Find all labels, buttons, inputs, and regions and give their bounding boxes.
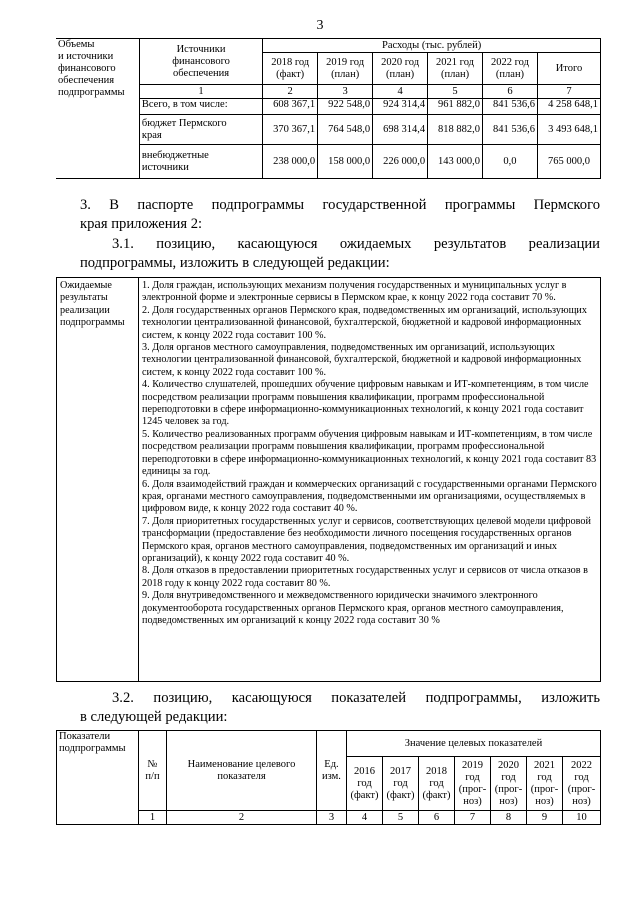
amount-cell: 924 314,4: [373, 99, 428, 115]
column-number: 5: [383, 811, 419, 825]
column-number: 4: [373, 85, 428, 99]
year-header: 2020 год (план): [373, 53, 428, 85]
paragraph-3-2-line1: 3.2. позицию, касающуюся показателей подпрограммы, изложить: [112, 690, 600, 706]
year-header: 2018 год (факт): [263, 53, 318, 85]
paragraph-3-line2: края приложения 2:: [80, 216, 203, 232]
year-header: 2019 год (прог- ноз): [455, 757, 491, 811]
results-label: Ожидаемые результаты реализации подпрограммы: [57, 278, 139, 682]
column-number: 1: [139, 811, 167, 825]
paragraph-3-2-line2: в следующей редакции:: [80, 709, 228, 725]
indicators-label: Показатели подпрограммы: [57, 731, 139, 825]
amount-cell: 3 493 648,1: [537, 115, 600, 145]
year-header: 2022 год (прог- ноз): [563, 757, 601, 811]
column-number: 2: [263, 85, 318, 99]
year-header: 2022 год (план): [483, 53, 538, 85]
source-label: внебюджетные источники: [139, 145, 262, 179]
amount-cell: 158 000,0: [318, 145, 373, 179]
amount-cell: 370 367,1: [263, 115, 318, 145]
column-number: 7: [455, 811, 491, 825]
column-number: 6: [483, 85, 538, 99]
list-item: 1. Доля граждан, использующих механизм получения государственных и муниципальных услуг в электронной форме и электронные сервисы в Пермском крае, к концу 2022 года составит 70 %.: [142, 280, 567, 304]
column-number: 9: [527, 811, 563, 825]
unit-header: Ед. изм.: [317, 731, 347, 811]
amount-cell: 238 000,0: [263, 145, 318, 179]
list-item: 7. Доля приоритетных государственных услуг и сервисов, соответствующих целевой модели цифровой трансформации (предоставление без необходимости личного посещения государственных органов Пермского края, органов местного самоуправления, подведомственных им организаций и иных организаций), к концу 2022 года составит 40 %.: [142, 515, 591, 564]
column-number: 4: [347, 811, 383, 825]
year-header: 2018 год (факт): [419, 757, 455, 811]
column-number: 3: [317, 811, 347, 825]
column-number: 6: [419, 811, 455, 825]
source-label: Всего, в том числе:: [139, 99, 262, 115]
expected-results-table: [56, 277, 601, 682]
year-header: 2021 год (прог- ноз): [527, 757, 563, 811]
year-header: 2017 год (факт): [383, 757, 419, 811]
year-header: 2019 год (план): [318, 53, 373, 85]
paragraph-3-1-line1: 3.1. позицию, касающуюся ожидаемых результатов реализации: [112, 236, 600, 252]
amount-cell: 841 536,6: [483, 99, 538, 115]
list-item: 9. Доля внутриведомственного и межведомственного юридически значимого электронного документооборота государственных органов Пермского края, органов местного самоуправления, подведомственных им организаций к концу 2022 года составит 30 %: [142, 590, 564, 626]
sources-header: Источники финансового обеспечения: [139, 39, 262, 85]
amount-cell: 0,0: [483, 145, 538, 179]
results-content: [139, 278, 601, 682]
paragraph-3-1-line2: подпрограммы, изложить в следующей редакции:: [80, 255, 390, 271]
amount-cell: 922 548,0: [318, 99, 373, 115]
year-header: 2020 год (прог- ноз): [491, 757, 527, 811]
list-item: 3. Доля органов местного самоуправления, подведомственных им организаций, использующих технологии централизованной финансовой, бухгалтерской, бюджетной и кадровой информационных систем, к концу 2022 года составит 100 %.: [142, 342, 582, 378]
list-item: 5. Количество реализованных программ обучения цифровым навыкам и ИТ-компетенциям, в том числе посредством реализации программ повышения квалификации, программ профессиональной переподготовки в сфере информационно-коммуникационных технологий, к концу 2021 года составит 83 единицы за год.: [142, 428, 597, 478]
amount-cell: 608 367,1: [263, 99, 318, 115]
column-number: 10: [563, 811, 601, 825]
column-number: 5: [428, 85, 483, 99]
list-item: 2. Доля государственных органов Пермского края, подведомственных им организаций, использующих технологии централизованной финансовой, бухгалтерской, бюджетной и кадровой информационных систем, к концу 2022 года составит 100 %.: [142, 304, 587, 341]
column-number: 3: [318, 85, 373, 99]
amount-cell: 961 882,0: [428, 99, 483, 115]
expenses-header: Расходы (тыс. рублей): [263, 39, 601, 53]
source-label: бюджет Пермского края: [139, 115, 262, 145]
amount-cell: 4 258 648,1: [537, 99, 600, 115]
column-number: 7: [537, 85, 600, 99]
year-header: 2016 год (факт): [347, 757, 383, 811]
values-header: Значение целевых показателей: [347, 731, 601, 757]
name-header: Наименование целевого показателя: [167, 731, 317, 811]
finance-table: [56, 38, 601, 179]
amount-cell: 818 882,0: [428, 115, 483, 145]
page-number: 3: [316, 18, 324, 33]
list-item: 8. Доля отказов в предоставлении приоритетных государственных услуг и сервисов от числа отказов в 2018 году к концу 2022 года составит 80 %.: [142, 565, 588, 589]
column-number: 8: [491, 811, 527, 825]
paragraph-3-line1: 3. В паспорте подпрограммы государственной программы Пермского: [80, 197, 600, 213]
column-number: 2: [167, 811, 317, 825]
indicators-table: [56, 730, 601, 825]
amount-cell: 764 548,0: [318, 115, 373, 145]
amount-cell: 841 536,6: [483, 115, 538, 145]
list-item: 6. Доля взаимодействий граждан и коммерческих организаций с государственными органами Пермского края, органами местного самоуправления, подведомственными им организациями, осуществляемых в цифровом виде, к концу 2022 года составит 40 %.: [142, 478, 597, 515]
num-header: № п/п: [139, 731, 167, 811]
list-item: 4. Количество слушателей, прошедших обучение цифровым навыкам и ИТ-компетенциям, в том числе посредством реализации программ повышения квалификации, программ профессиональной переподготовки в сфере информационно-коммуникационных технологий, к концу 2021 года составит 1245 человек за год.: [142, 379, 589, 428]
column-number: 1: [139, 85, 262, 99]
year-header: 2021 год (план): [428, 53, 483, 85]
amount-cell: 226 000,0: [373, 145, 428, 179]
amount-cell: 143 000,0: [428, 145, 483, 179]
amount-cell: 698 314,4: [373, 115, 428, 145]
amount-cell: 765 000,0: [537, 145, 600, 179]
total-header: Итого: [537, 53, 600, 85]
finance-row-label: Объемы и источники финансового обеспечения подпрограммы: [56, 39, 139, 179]
